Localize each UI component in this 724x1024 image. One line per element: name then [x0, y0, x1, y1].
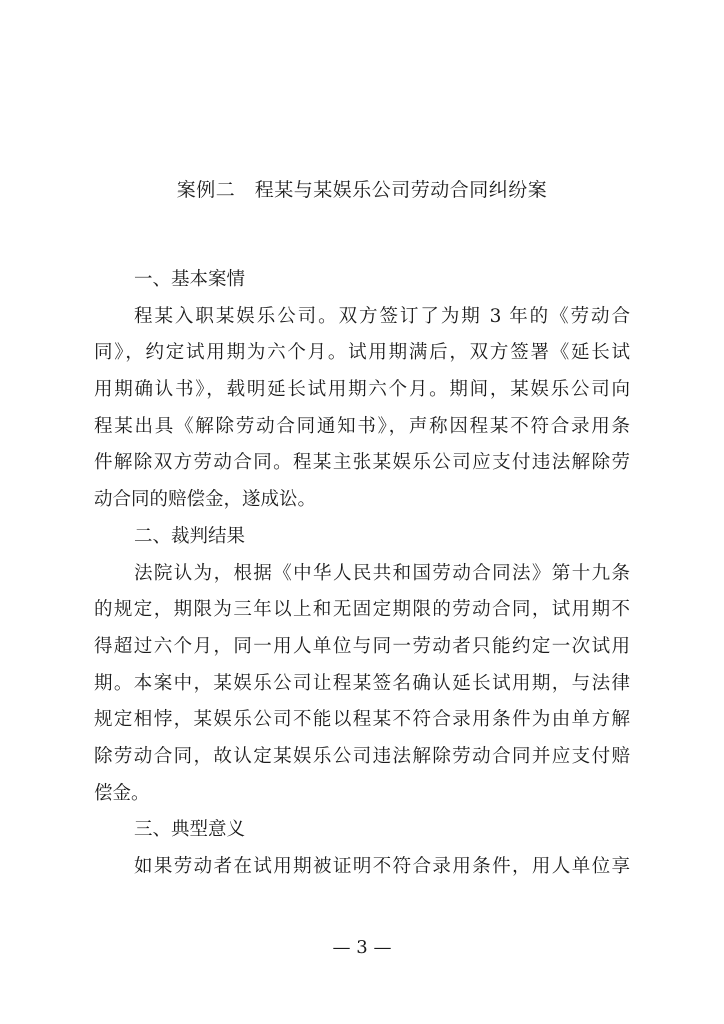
text-line: 法院认为，根据《中华人民共和国劳动合同法》第十九条: [134, 562, 630, 584]
text-line: 除劳动合同，故认定某娱乐公司违法解除劳动合同并应支付赔: [94, 745, 630, 767]
text-line: 的规定，期限为三年以上和无固定期限的劳动合同，试用期不: [94, 599, 630, 621]
text-line: 二、裁判结果: [134, 525, 246, 547]
text-line: 用期确认书》，载明延长试用期六个月。期间，某娱乐公司向: [94, 379, 630, 401]
text-line: 一、基本案情: [134, 269, 246, 290]
text-line: 得超过六个月，同一用人单位与同一劳动者只能约定一次试用: [94, 635, 630, 657]
text-line: 规定相悖，某娱乐公司不能以程某不符合录用条件为由单方解: [94, 709, 630, 731]
text-line: 如果劳动者在试用期被证明不符合录用条件，用人单位享: [134, 856, 630, 877]
text-line: 偿金。: [94, 782, 150, 804]
text-line: 期。本案中，某娱乐公司让程某签名确认延长试用期，与法律: [94, 672, 630, 694]
case-body-text: [94, 262, 630, 886]
text-line: 同》，约定试用期为六个月。试用期满后，双方签署《延长试: [94, 342, 630, 364]
text-line: 程某入职某娱乐公司。双方签订了为期 3 年的《劳动合: [134, 305, 630, 327]
page-number: — 3 —: [332, 937, 392, 958]
case-title: 案例二 程某与某娱乐公司劳动合同纠纷案: [176, 179, 548, 201]
text-line: 三、典型意义: [134, 819, 246, 841]
text-line: 件解除双方劳动合同。程某主张某娱乐公司应支付违法解除劳: [94, 452, 630, 474]
text-line: 动合同的赔偿金，遂成讼。: [94, 489, 317, 511]
text-line: 程某出具《解除劳动合同通知书》，声称因程某不符合录用条: [94, 415, 630, 437]
